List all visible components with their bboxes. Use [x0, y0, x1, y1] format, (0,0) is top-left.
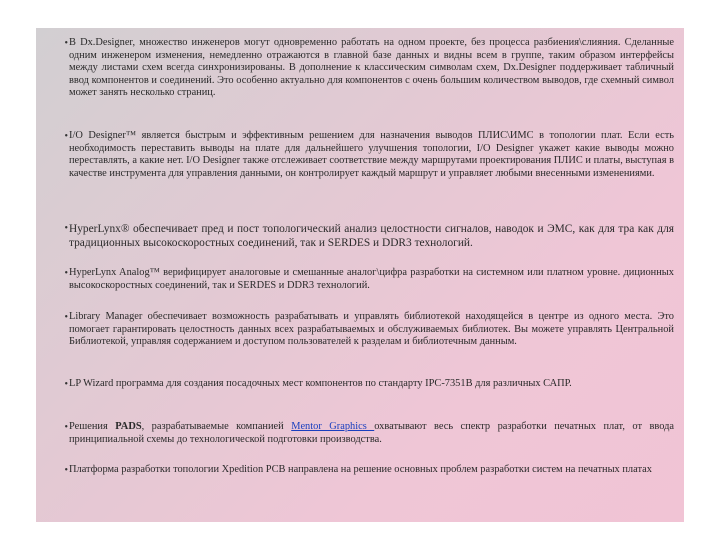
- bullet-dot: •: [64, 268, 68, 279]
- bullet-text: LP Wizard программа для создания посадочных мест компонентов по стандарту IPC-7351B для различных САПР.: [69, 378, 572, 389]
- bullet-dot: •: [64, 312, 68, 323]
- bullet-text: HyperLynx® обеспечивает пред и пост топологический анализ целостности сигналов, наводок и ЭМС, как для тра как для традиционных высокоскоростных соединений, так и SERDES и DDR3 технологий.: [69, 223, 674, 249]
- bullet-text-prefix: Решения: [69, 421, 116, 432]
- bullet-text: [69, 421, 674, 446]
- bullet-dot: •: [64, 38, 68, 49]
- bullet-text: Library Manager обеспечивает возможность разрабатывать и управлять библиотекой находящейся в центре из одного места. Это помогает гарантировать целостность данных всех разрабатываемых и обслуживаемых библиотек. Вы можете управлять Центральной Библиотекой, управляя содержанием и доступом пользователей к разделам и библиотечным данным.: [69, 311, 674, 348]
- bullet-dot: •: [64, 131, 68, 142]
- pads-label: PADS: [115, 421, 142, 432]
- bullet-dot: •: [64, 379, 68, 390]
- bullet-text: HyperLynx Analog™ верифицирует аналоговые и смешанные аналог\цифра разработки на системном или платном уровне. дициoнных высокоскоростных соединений, так и SERDES и DDR3 технологий.: [69, 267, 674, 291]
- slide: [36, 28, 684, 522]
- bullet-dot: •: [64, 223, 68, 234]
- bullet-text-middle: , разрабатываемые компанией: [141, 421, 292, 432]
- bullet-dot: •: [64, 422, 68, 433]
- mentor-graphics-link[interactable]: Mentor Graphics: [291, 421, 375, 432]
- bullet-text: В Dx.Designer, множество инженеров могут одновременно работать на одном проекте, без процесса разбиения\слияния. Сделанные одним инженером изменения, немедленно отражаются в главной базе данных и видны всем в группе, таким образом интерфейсы между листами схем всегда синхронизированы. В дополнение к классическим символам схем, Dx.Designer поддерживает табличный ввод компонентов и соединений. Это особенно актуально для компонентов с очень большим количеством выводов, где схемный символ может занять несколько страниц.: [69, 37, 674, 99]
- bullet-text: I/O Designer™ является быстрым и эффективным решением для назначения выводов ПЛИС\ИМС в топологии плат. Если есть необходимость переставить выводы на плате для дальнейшего улучшения топологии, I/O Designer укажет какие выводы можно переставлять, а какие нет. I/O Designer также отслеживает соответствие между маршрутами проектирования ПЛИС и платы, выступая в качестве инструмента для управления данными, он контролирует каждый маршрут и управляет любыми внесенными изменениями.: [69, 130, 674, 179]
- bullet-dot: •: [64, 465, 68, 476]
- bullet-text: Платформа разработки топологии Xpedition PCB направлена на решение основных проблем разработки систем на печатных платах: [69, 464, 652, 475]
- bullet-text-suffix: охватывают весь спектр разработки печатных плат, от ввода принципиальной схемы до технологической подготовки производства.: [69, 421, 674, 445]
